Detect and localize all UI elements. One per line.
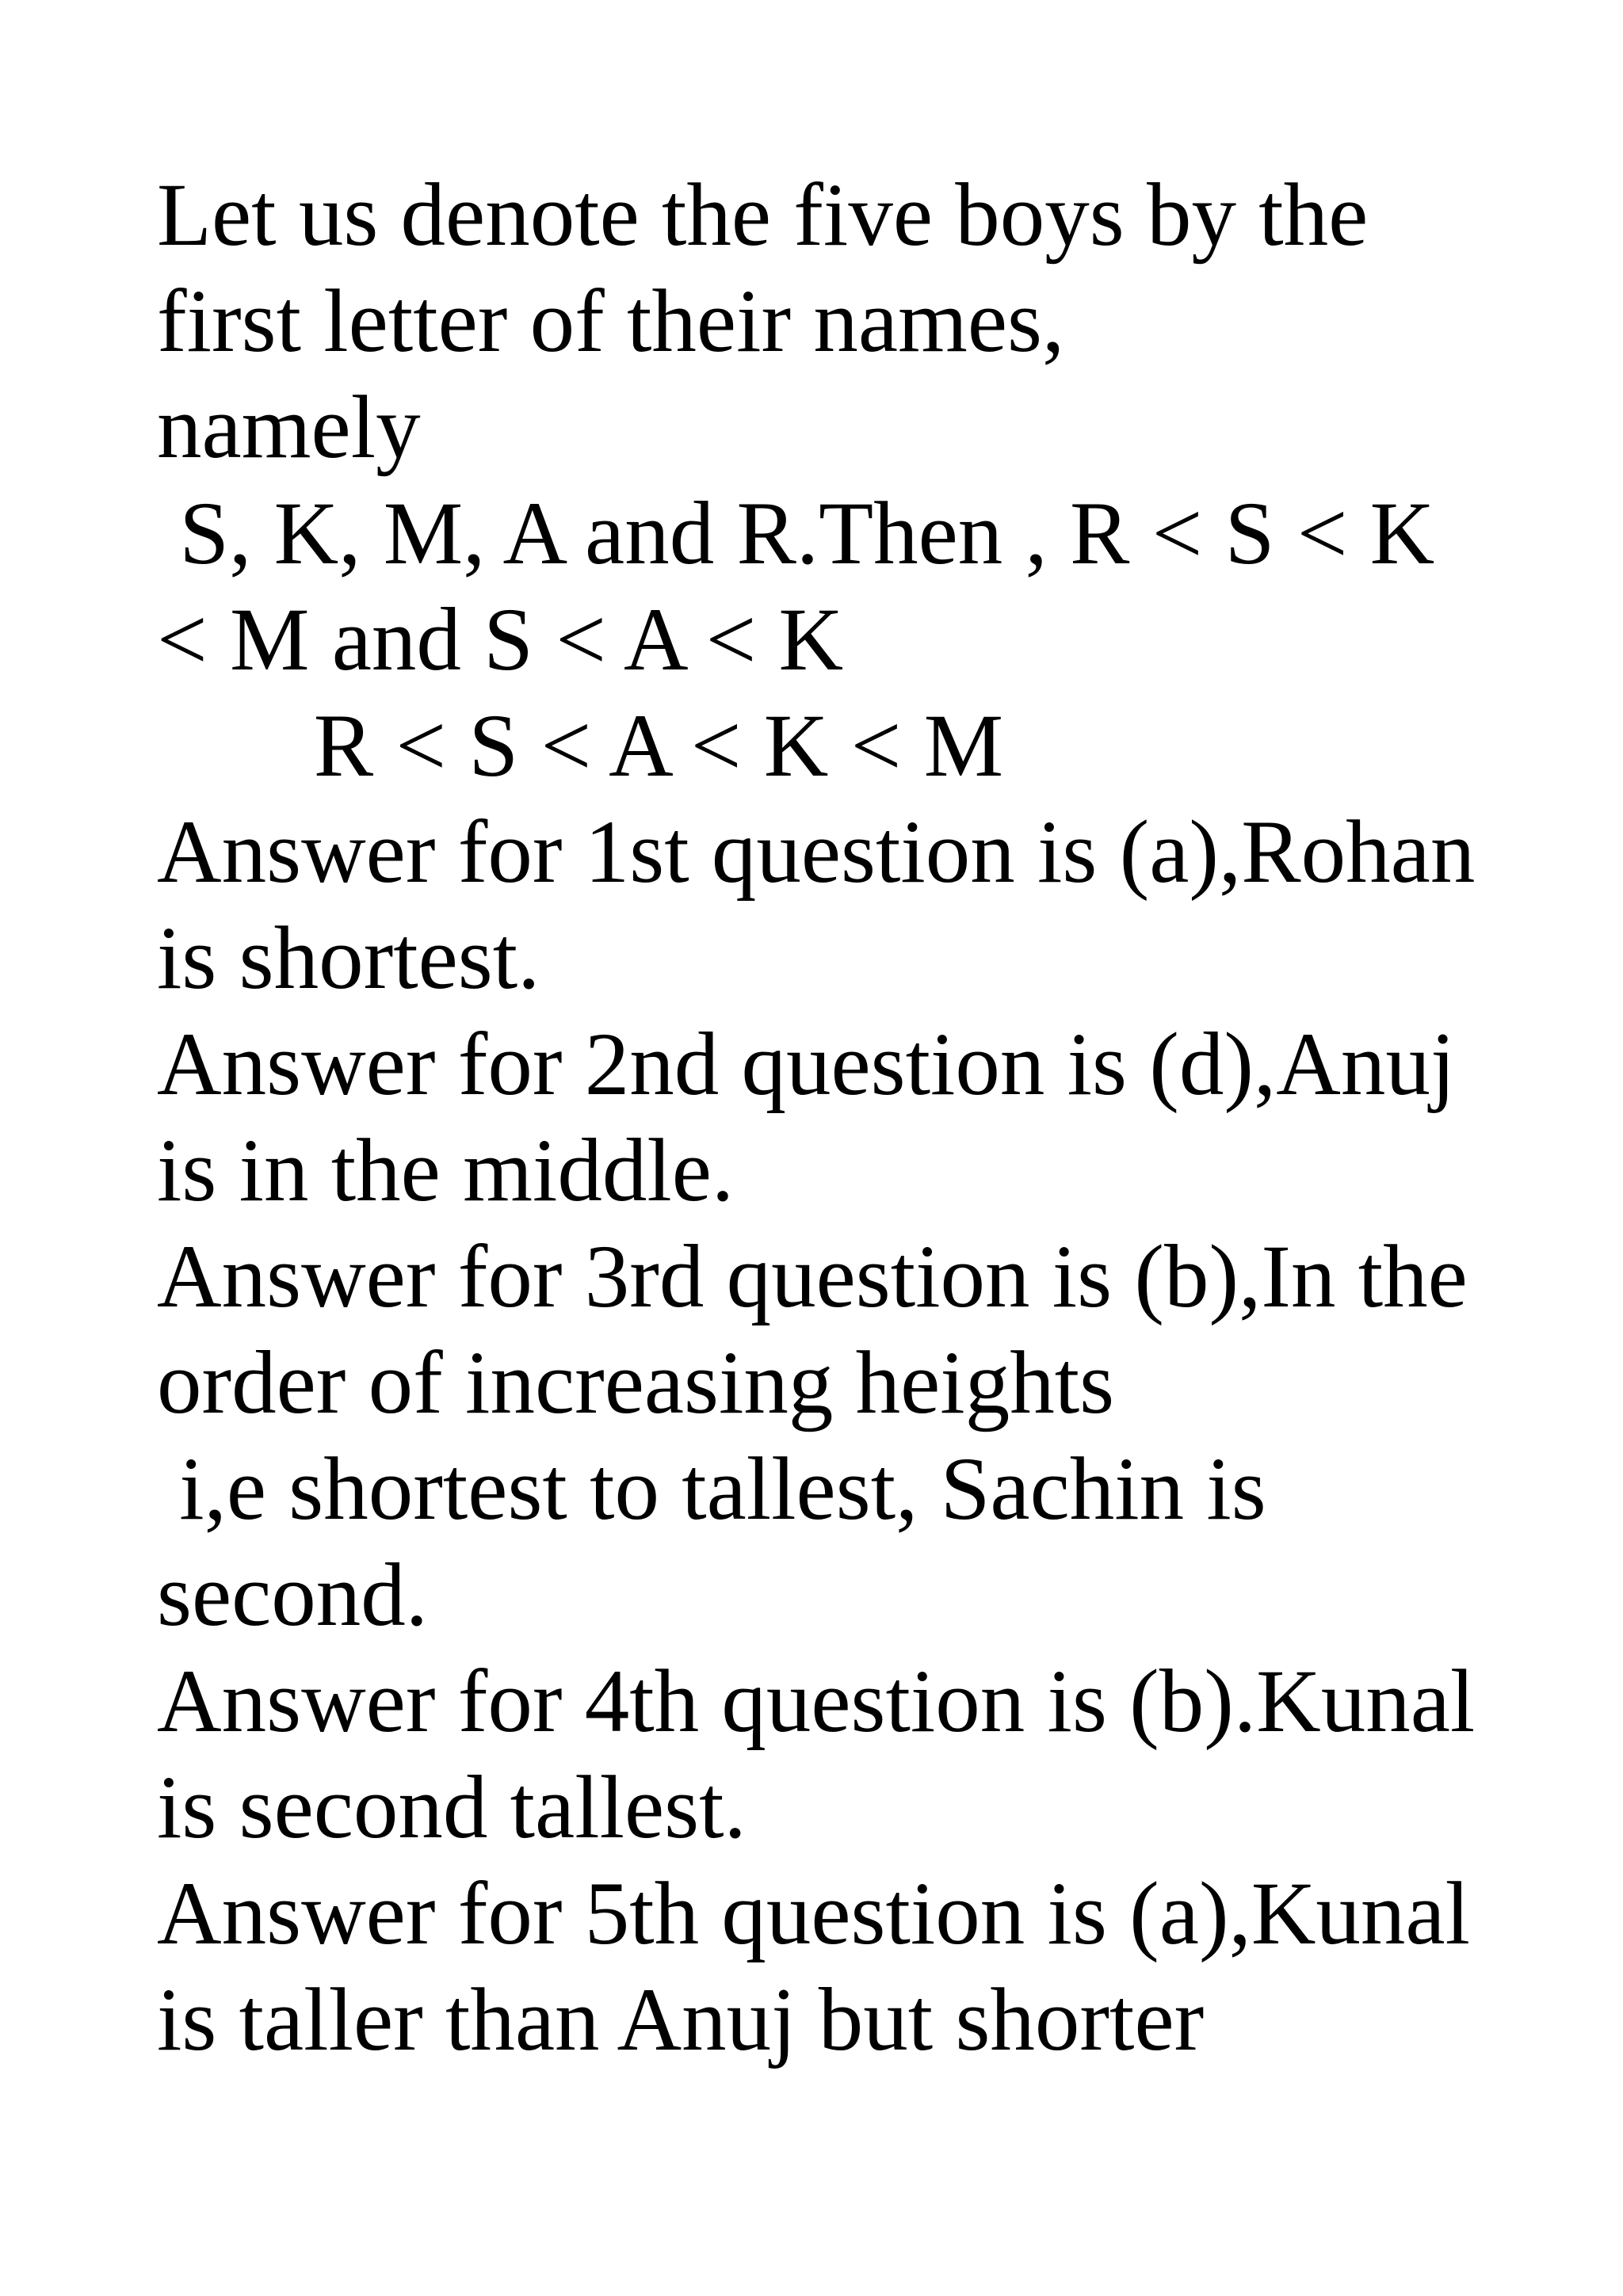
- text-line-10: is in the middle.: [157, 1121, 735, 1220]
- text-line-2: first letter of their names,: [157, 272, 1065, 371]
- text-line-17: Answer for 5th question is (a),Kunal: [157, 1864, 1470, 1963]
- text-line-6: R < S < A < K < M: [157, 696, 1004, 795]
- text-line-4: S, K, M, A and R.Then , R < S < K: [157, 484, 1435, 583]
- text-line-5: < M and S < A < K: [157, 590, 844, 689]
- text-line-18: is taller than Anuj but shorter: [157, 1970, 1205, 2069]
- text-line-11: Answer for 3rd question is (b),In the: [157, 1227, 1468, 1326]
- text-line-1: Let us denote the five boys by the: [157, 166, 1369, 265]
- text-line-9: Answer for 2nd question is (d),Anuj: [157, 1015, 1456, 1114]
- text-line-13: i,e shortest to tallest, Sachin is: [157, 1440, 1266, 1539]
- text-line-7: Answer for 1st question is (a),Rohan: [157, 803, 1476, 902]
- text-line-15: Answer for 4th question is (b).Kunal: [157, 1652, 1476, 1751]
- text-line-16: is second tallest.: [157, 1758, 747, 1857]
- text-line-8: is shortest.: [157, 909, 540, 1008]
- text-line-14: second.: [157, 1546, 429, 1645]
- text-line-3: namely: [157, 378, 421, 477]
- text-line-12: order of increasing heights: [157, 1333, 1115, 1432]
- handwritten-answer-text: [157, 162, 1568, 2073]
